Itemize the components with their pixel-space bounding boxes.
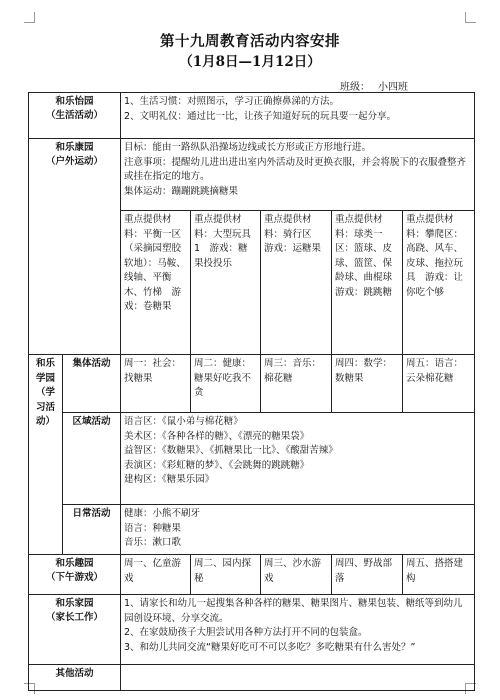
area-activity-label: 区域活动 xyxy=(63,413,121,505)
section-header-other: 其他活动 xyxy=(29,665,121,691)
area-line: 建构区：《糖果乐园》 xyxy=(124,474,215,485)
family-line: 2、在家鼓励孩子大胆尝试用各种方法打开不同的包装盒。 xyxy=(124,627,368,638)
other-content xyxy=(121,665,475,691)
row-games xyxy=(29,555,475,595)
group-activity-label: 集体活动 xyxy=(63,355,121,413)
page-corner-mark xyxy=(24,12,35,23)
class-info xyxy=(340,78,416,93)
games-tue: 周二、园内探秘 xyxy=(191,555,261,595)
schedule-table xyxy=(28,92,475,691)
group-activity-mon: 周一：社会：找糖果 xyxy=(121,355,191,413)
daily-line: 音乐：漱口歌 xyxy=(124,537,182,548)
family-line: 3、和幼儿共同交流“糖果好吃可不可以多吃？多吃糖果有什么害处？” xyxy=(124,641,416,653)
outdoor-area-2: 重点提供材料：大型玩具1 游戏：糖果投投乐 xyxy=(191,211,261,355)
outdoor-line: 目标：能由一路纵队沿操场边线或长方形或正方形地行进。 xyxy=(124,142,372,153)
area-line: 语言区：《鼠小弟与棉花糖》 xyxy=(124,416,243,427)
family-content xyxy=(121,595,475,665)
outdoor-line: 集体运动：蹦蹦跳跳摘糖果 xyxy=(124,185,239,197)
section-header-study: 和乐学园（学习活动） xyxy=(29,355,63,555)
area-line: 表演区：《彩虹糖的梦》、《会跳舞的跳跳糖》 xyxy=(124,459,310,471)
group-activity-wed: 周三：音乐：棉花糖 xyxy=(261,355,332,413)
games-fri: 周五、搭搭建构 xyxy=(403,555,475,595)
row-life xyxy=(29,93,475,139)
page-corner-mark xyxy=(465,12,476,23)
life-content xyxy=(121,93,475,139)
daily-activity-label: 日常活动 xyxy=(63,505,121,555)
life-line: 1、生活习惯：对照图示，学习正确擦鼻涕的方法。 xyxy=(124,96,340,107)
group-activity-thu: 周四：数学：数糖果 xyxy=(332,355,403,413)
outdoor-area-5: 重点提供材料：攀爬区：高跷、风车、皮球、拖拉玩具 游戏：让你吃个够 xyxy=(403,211,475,355)
section-header-games: 和乐趣园 （下午游戏） xyxy=(29,555,121,595)
games-wed: 周三、沙水游戏 xyxy=(261,555,332,595)
section-header-life: 和乐怡园 （生活活动） xyxy=(29,93,121,139)
row-study-group xyxy=(29,355,475,413)
games-thu: 周四、野战部落 xyxy=(332,555,403,595)
class-name: 小四班 xyxy=(378,82,408,93)
group-activity-tue: 周二：健康：糖果好吃我不贪 xyxy=(191,355,261,413)
family-line: 1、请家长和幼儿一起搜集各种各样的糖果、糖果图片、糖果包装、糖纸等到幼儿园创设环境、分享交流。 xyxy=(124,598,463,624)
group-activity-fri: 周五：语言：云朵棉花糖 xyxy=(403,355,475,413)
area-line: 美术区：《各种各样的糖》、《漂亮的糖果袋》 xyxy=(124,430,310,442)
row-study-area xyxy=(29,413,475,505)
section-header-family: 和乐家园 （家长工作） xyxy=(29,595,121,665)
daily-line: 语言：种糖果 xyxy=(124,522,182,534)
outdoor-area-1: 重点提供材料：平衡一区（采摘园塑胶软地）：马鞍、线轴、平衡木、竹梯 游戏：卷糖果 xyxy=(121,211,191,355)
area-activity-content xyxy=(121,413,475,505)
outdoor-area-4: 重点提供材料：球类一区：篮球、皮球、篮筐、保龄球、曲棍球 游戏：跳跳糖 xyxy=(332,211,403,355)
area-line: 益智区：《数糖果》、《抓糖果比一比》、《酸甜苦辣》 xyxy=(124,445,338,456)
daily-activity-content xyxy=(121,505,475,555)
daily-line: 健康：小熊不刷牙 xyxy=(124,508,201,519)
date-range: （1月8日—1月12日） xyxy=(179,54,321,70)
games-mon: 周一、亿童游戏 xyxy=(121,555,191,595)
outdoor-line: 注意事项：提醒幼儿进出进出室内外活动及时更换衣服，并会将脱下的衣服叠整齐或挂在指定的地方。 xyxy=(124,156,467,182)
class-label: 班级： xyxy=(340,82,370,93)
outdoor-area-3: 重点提供材料：骑行区 游戏：运糖果 xyxy=(261,211,332,355)
section-header-outdoor: 和乐康园 （户外运动） xyxy=(29,139,121,355)
row-other xyxy=(29,665,475,691)
row-study-daily xyxy=(29,505,475,555)
life-line: 2、文明礼仪：通过比一比，让孩子知道好玩的玩具要一起分享。 xyxy=(124,110,397,122)
row-outdoor-goals xyxy=(29,139,475,211)
outdoor-goals xyxy=(121,139,475,211)
page-title: 第十九周教育活动内容安排 xyxy=(160,33,340,50)
row-family xyxy=(29,595,475,665)
